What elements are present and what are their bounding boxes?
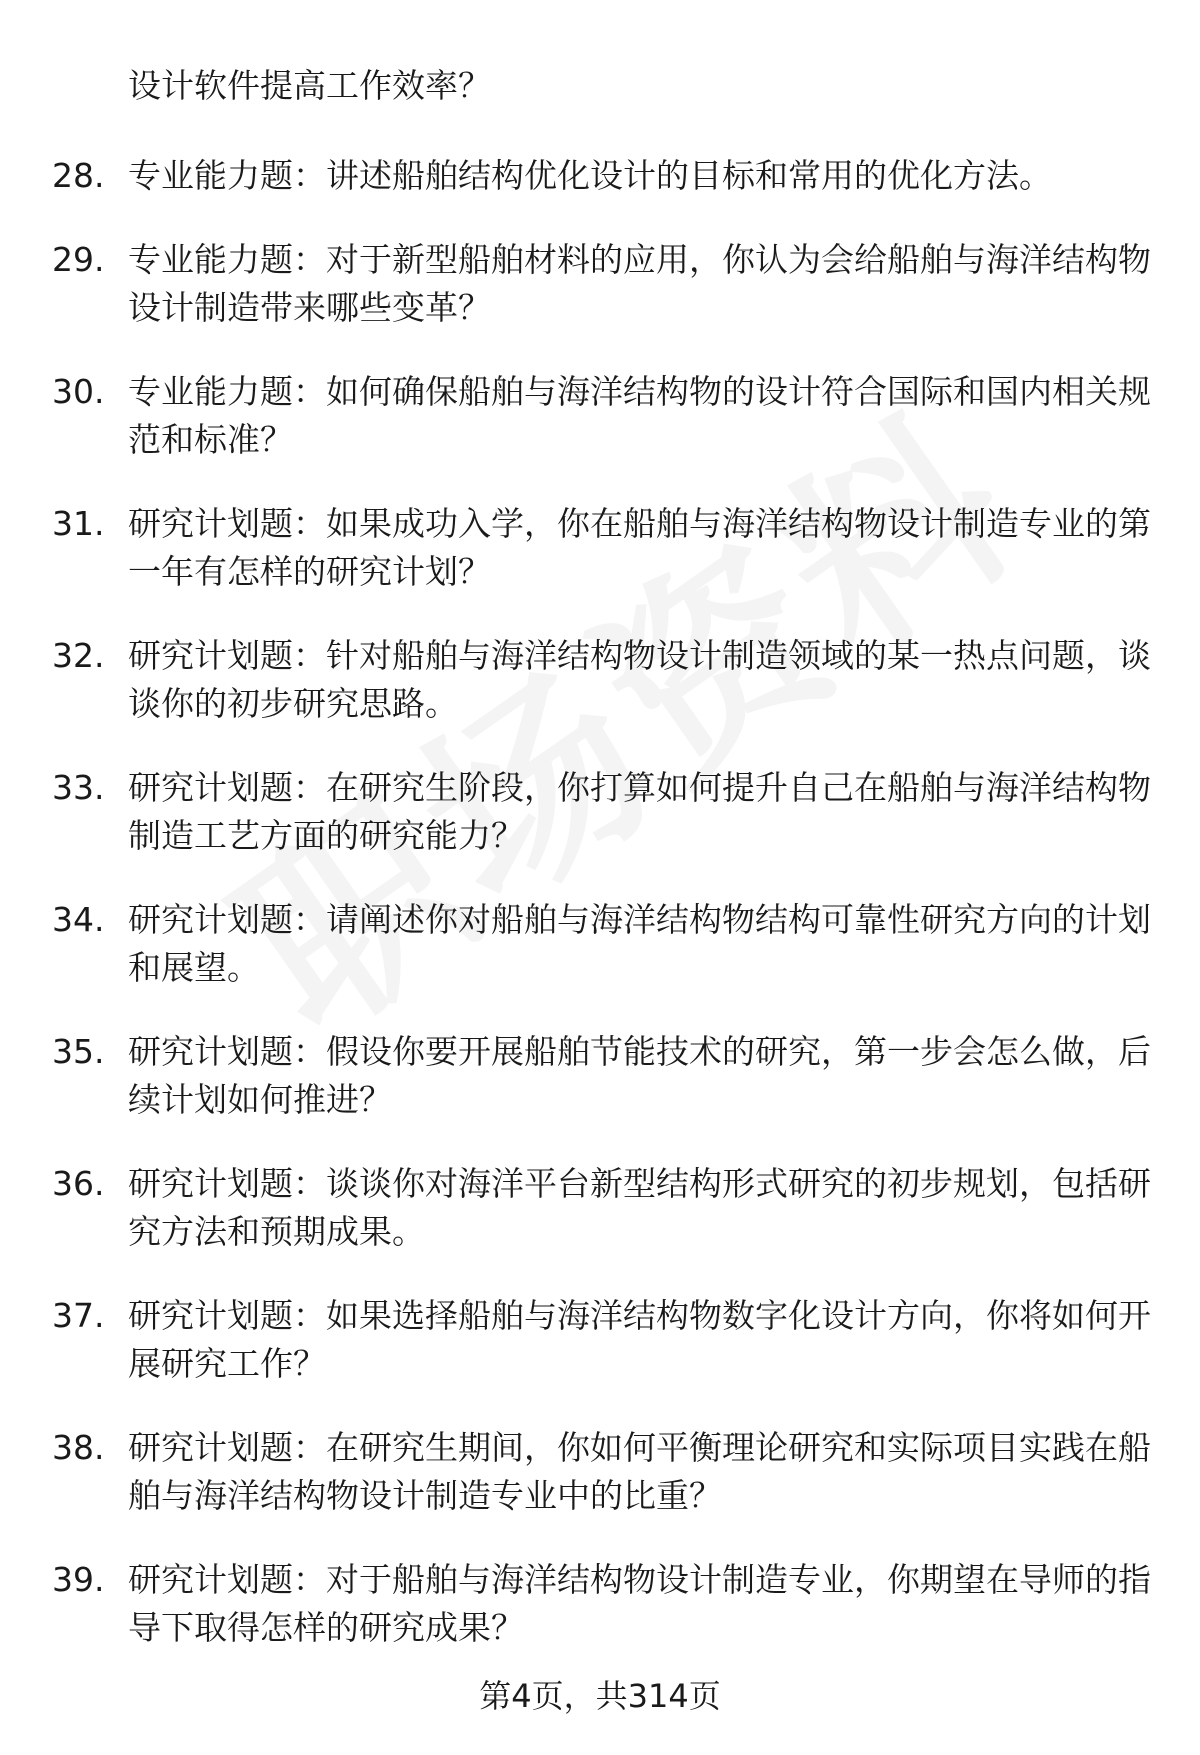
question-text: 研究计划题：针对船舶与海洋结构物设计制造领域的某一热点问题，谈谈你的初步研究思路。 xyxy=(128,636,1151,723)
page-footer: 第4页，共314页 xyxy=(479,1677,721,1715)
question-item xyxy=(52,500,1152,596)
question-number: 30. xyxy=(52,372,105,411)
question-item xyxy=(52,236,1152,332)
question-text: 专业能力题：讲述船舶结构优化设计的目标和常用的优化方法。 xyxy=(128,156,1052,195)
question-item xyxy=(52,152,1152,200)
question-number: 32. xyxy=(52,636,105,675)
question-number: 35. xyxy=(52,1032,105,1071)
question-text: 研究计划题：对于船舶与海洋结构物设计制造专业，你期望在导师的指导下取得怎样的研究成果？ xyxy=(128,1560,1151,1647)
question-number: 31. xyxy=(52,504,105,543)
question-item xyxy=(52,896,1152,992)
question-item xyxy=(52,764,1152,860)
question-text: 专业能力题：如何确保船舶与海洋结构物的设计符合国际和国内相关规范和标准？ xyxy=(128,372,1151,459)
question-number: 33. xyxy=(52,768,105,807)
question-number: 36. xyxy=(52,1164,105,1203)
question-text: 研究计划题：假设你要开展船舶节能技术的研究，第一步会怎么做，后续计划如何推进？ xyxy=(128,1032,1151,1119)
question-item xyxy=(52,368,1152,464)
question-item xyxy=(52,632,1152,728)
question-number: 37. xyxy=(52,1296,105,1335)
question-item xyxy=(52,1424,1152,1520)
question-number: 29. xyxy=(52,240,105,279)
question-text: 研究计划题：如果选择船舶与海洋结构物数字化设计方向，你将如何开展研究工作？ xyxy=(128,1296,1151,1383)
question-number: 38. xyxy=(52,1428,105,1467)
question-number: 28. xyxy=(52,156,105,195)
question-text: 专业能力题：对于新型船舶材料的应用，你认为会给船舶与海洋结构物设计制造带来哪些变革？ xyxy=(128,240,1151,327)
question-item xyxy=(52,1160,1152,1256)
question-item xyxy=(52,1556,1152,1652)
question-list xyxy=(52,152,1152,1688)
question-text: 研究计划题：如果成功入学，你在船舶与海洋结构物设计制造专业的第一年有怎样的研究计划？ xyxy=(128,504,1151,591)
question-text: 研究计划题：谈谈你对海洋平台新型结构形式研究的初步规划，包括研究方法和预期成果。 xyxy=(128,1164,1151,1251)
question-text: 研究计划题：在研究生阶段，你打算如何提升自己在船舶与海洋结构物制造工艺方面的研究能力？ xyxy=(128,768,1151,855)
question-item xyxy=(52,1028,1152,1124)
question-item xyxy=(52,1292,1152,1388)
continuation-text: 设计软件提高工作效率？ xyxy=(128,66,491,105)
question-text: 研究计划题：请阐述你对船舶与海洋结构物结构可靠性研究方向的计划和展望。 xyxy=(128,900,1151,987)
question-text: 研究计划题：在研究生期间，你如何平衡理论研究和实际项目实践在船舶与海洋结构物设计制造专业中的比重？ xyxy=(128,1428,1151,1515)
question-number: 39. xyxy=(52,1560,105,1599)
question-number: 34. xyxy=(52,900,105,939)
